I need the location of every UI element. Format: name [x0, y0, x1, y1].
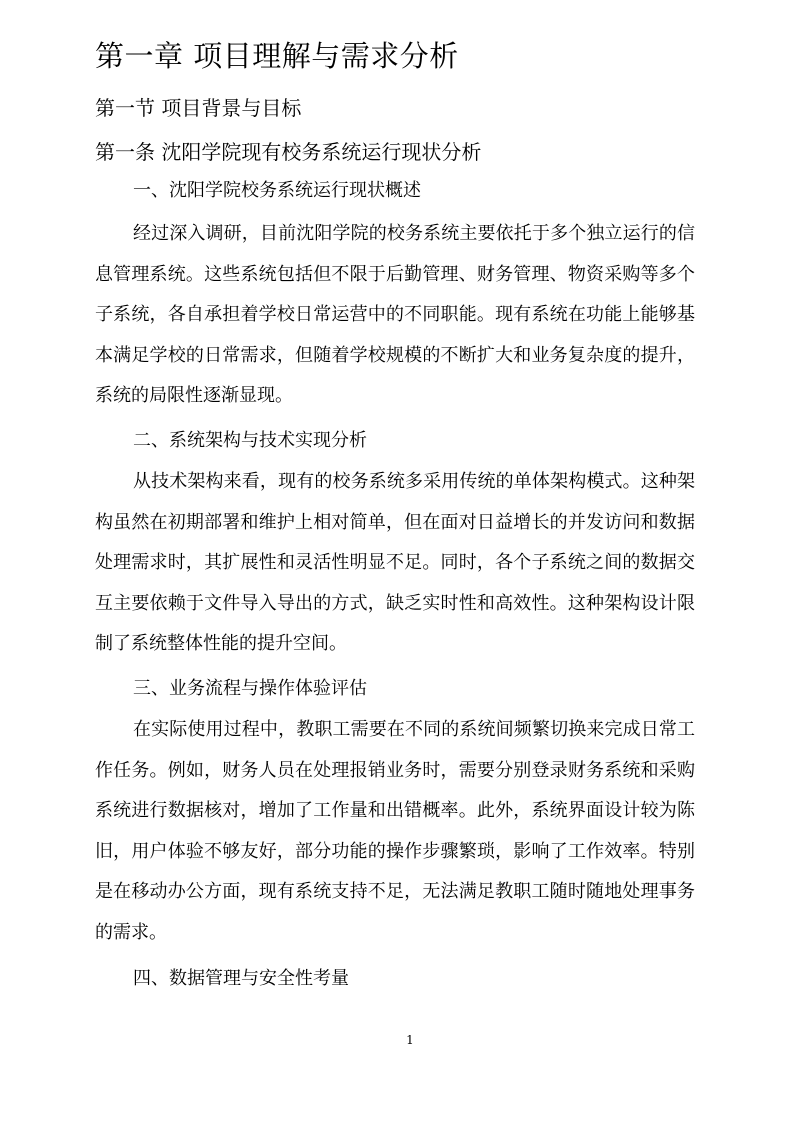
page-number: 1: [406, 1033, 414, 1047]
subsection-heading-2: 二、系统架构与技术实现分析: [133, 430, 367, 451]
article-title: 第一条 沈阳学院现有校务系统运行现状分析: [95, 140, 482, 164]
subsection-body-3: 在实际使用过程中，教职工需要在不同的系统间频繁切换来完成日常工作任务。例如，财务人员在处理报销业务时，需要分别登录财务系统和采购系统进行数据核对，增加了工作量和出错概率。此外，系统界面设计较为陈旧，用户体验不够友好，部分功能的操作步骤繁琐，影响了工作效率。特别是在移动办公方面，现有系统支持不足，无法满足教职工随时随地处理事务的需求。: [95, 719, 695, 943]
subsection-heading-4: 四、数据管理与安全性考量: [133, 968, 349, 989]
subsection-heading-3: 三、业务流程与操作体验评估: [133, 678, 367, 699]
chapter-title: 第一章 项目理解与需求分析: [95, 39, 459, 73]
subsection-body-2: 从技术架构来看，现有的校务系统多采用传统的单体架构模式。这种架构虽然在初期部署和维护上相对简单，但在面对日益增长的并发访问和数据处理需求时，其扩展性和灵活性明显不足。同时，各个子系统之间的数据交互主要依赖于文件导入导出的方式，缺乏实时性和高效性。这种架构设计限制了系统整体性能的提升空间。: [95, 471, 695, 654]
subsection-heading-1: 一、沈阳学院校务系统运行现状概述: [133, 180, 421, 201]
subsection-body-1: 经过深入调研，目前沈阳学院的校务系统主要依托于多个独立运行的信息管理系统。这些系统包括但不限于后勤管理、财务管理、物资采购等多个子系统，各自承担着学校日常运营中的不同职能。现有系统在功能上能够基本满足学校的日常需求，但随着学校规模的不断扩大和业务复杂度的提升，系统的局限性逐渐显现。: [95, 223, 695, 406]
section-title: 第一节 项目背景与目标: [95, 96, 302, 120]
